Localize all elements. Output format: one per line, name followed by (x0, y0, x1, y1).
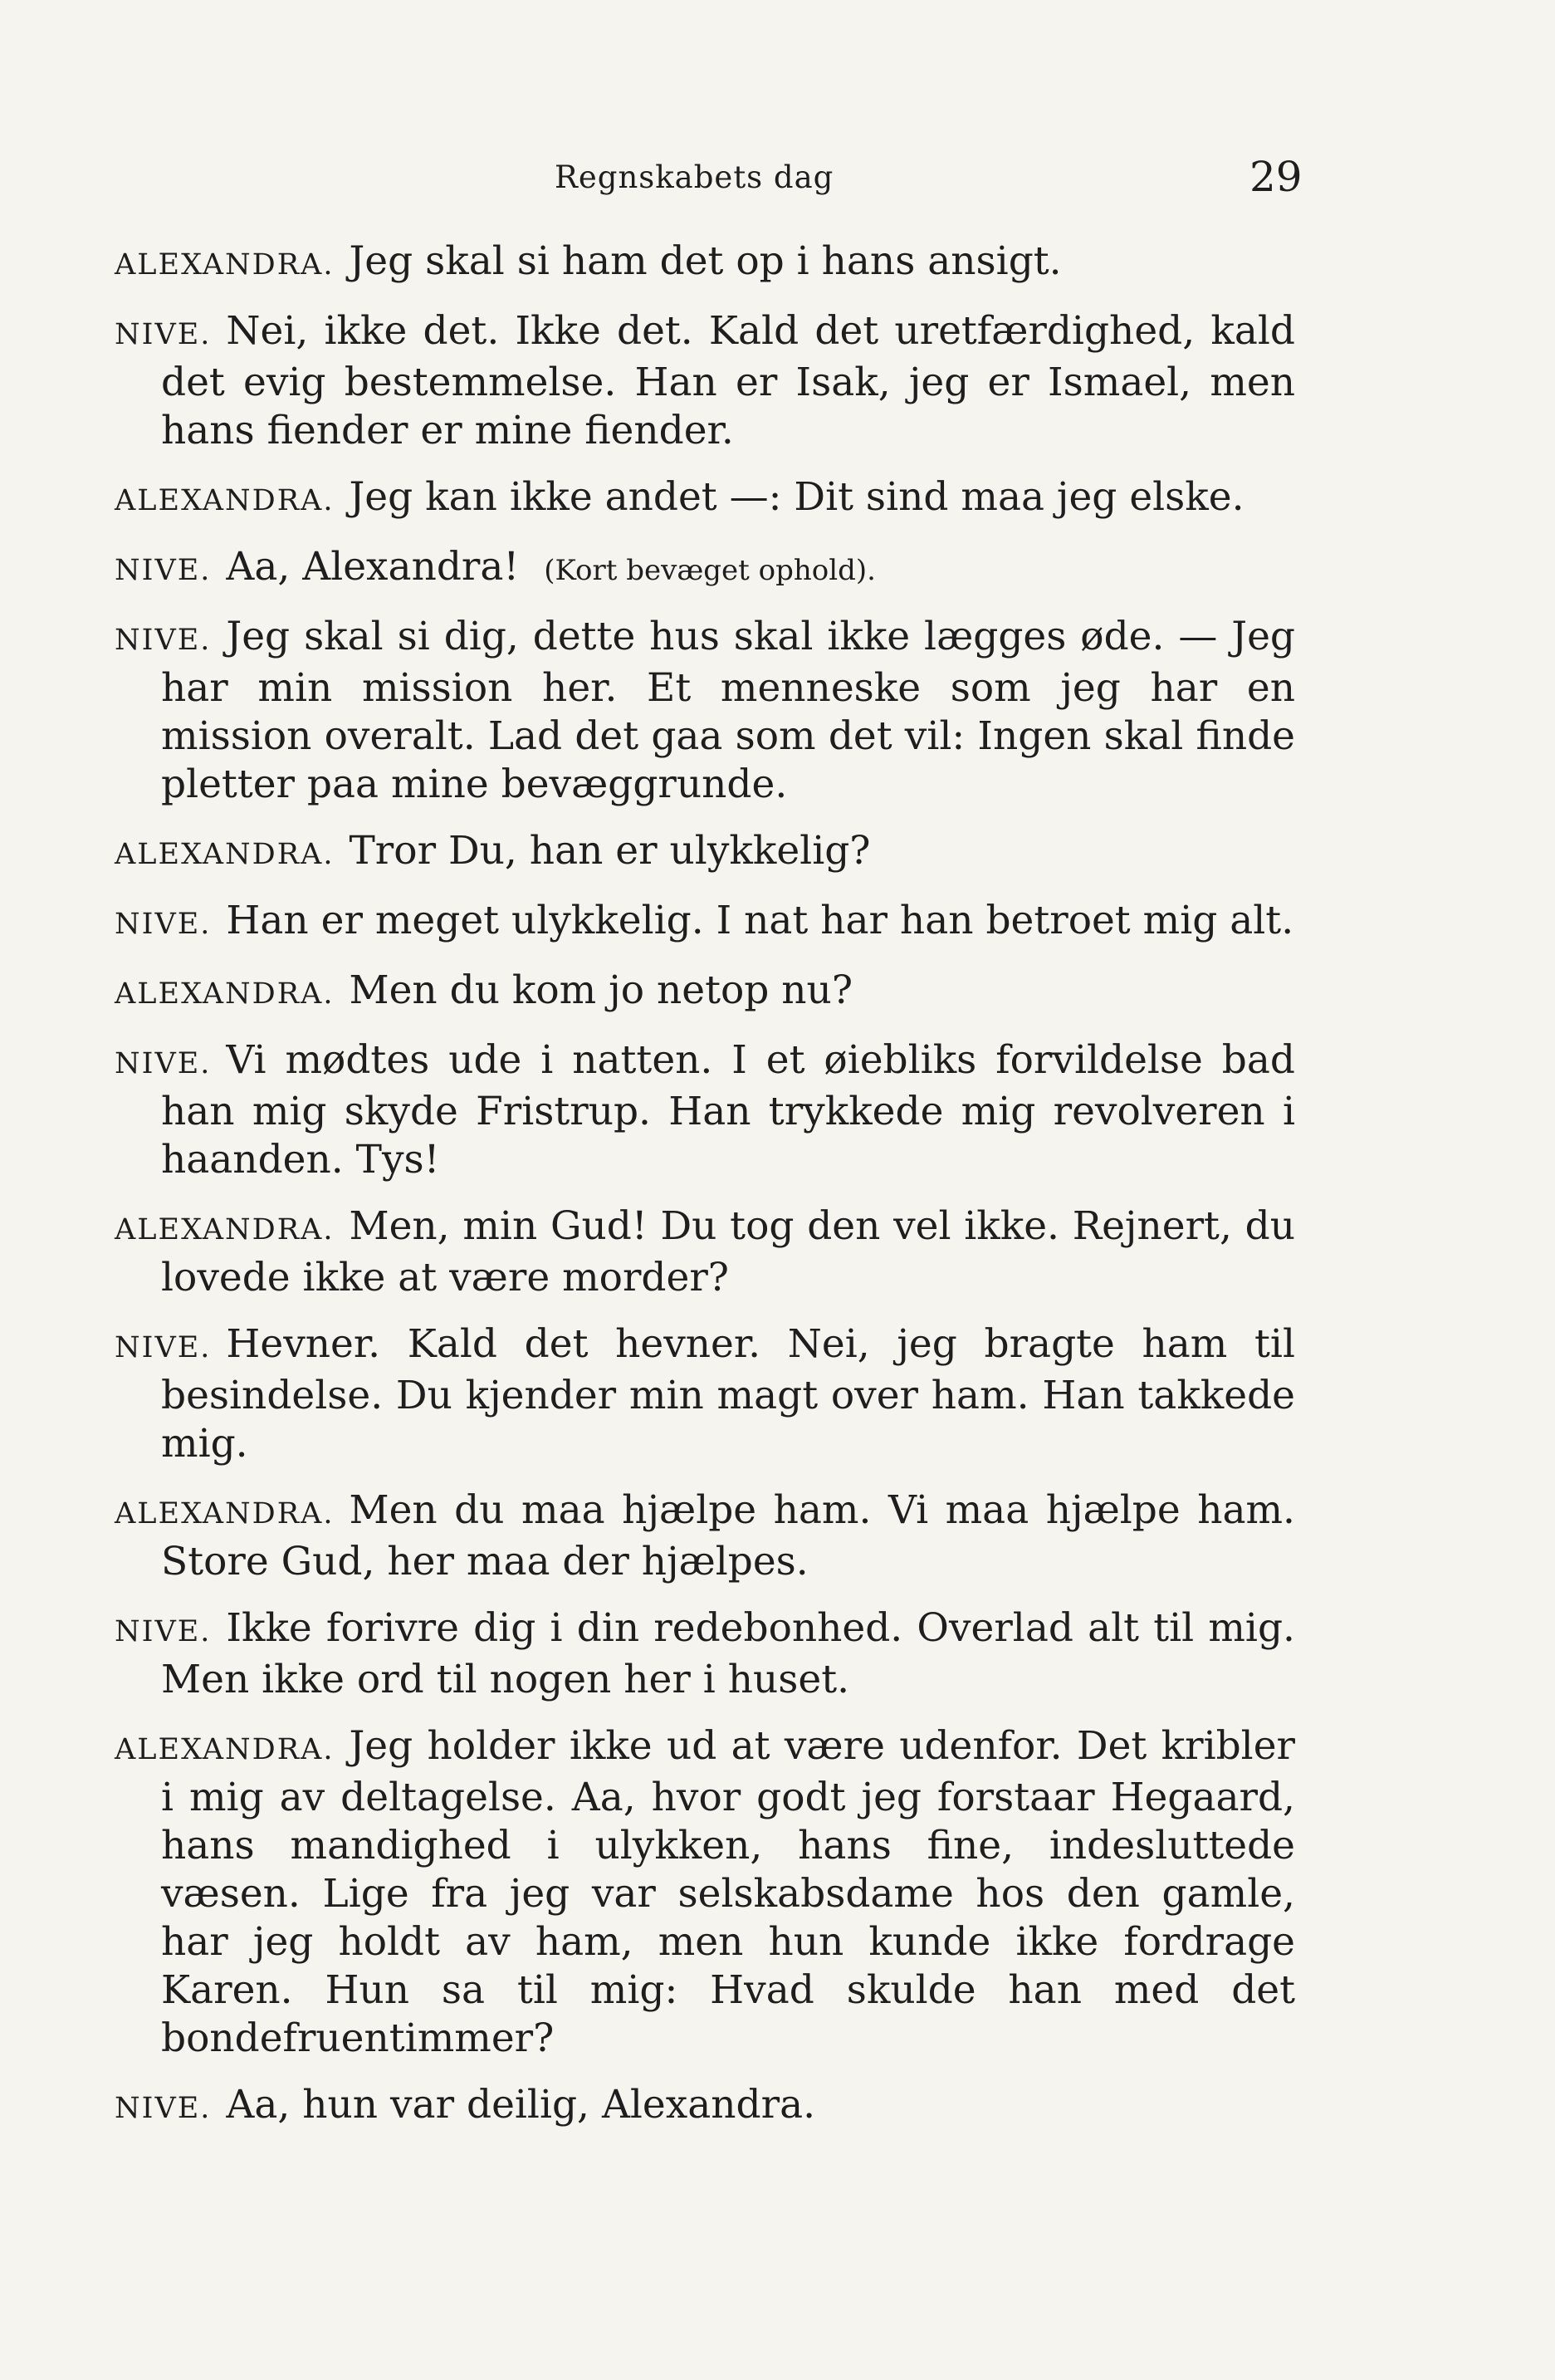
speech-text: Ikke forivre dig i din redebonhed. Overlad alt til mig. Men ikke ord til nogen her i huset. (161, 1605, 1295, 1702)
speaker-name: ALEXANDRA. (115, 248, 335, 282)
speech-alexandra (115, 473, 1295, 525)
speech-alexandra (115, 827, 1295, 879)
speech-alexandra (115, 967, 1295, 1018)
speech-text: Tror Du, han er ulykkelig? (349, 828, 871, 874)
speaker-name: NIVE. (115, 624, 212, 657)
speaker-name: NIVE. (115, 908, 212, 941)
speaker-name: NIVE. (115, 1047, 212, 1080)
speech-text: Han er meget ulykkelig. I nat har han betroet mig alt. (226, 898, 1294, 943)
speaker-name: NIVE. (115, 2092, 212, 2125)
speaker-name: NIVE. (115, 554, 212, 587)
speech-text: Men, min Gud! Du tog den vel ikke. Rejnert, du lovede ikke at være morder? (161, 1203, 1295, 1300)
speech-nive (115, 897, 1295, 948)
speech-alexandra (115, 1202, 1295, 1302)
page-number: 29 (1249, 153, 1303, 201)
speech-text: Jeg skal si ham det op i hans ansigt. (349, 238, 1062, 284)
speech-alexandra (115, 238, 1295, 289)
speaker-name: ALEXANDRA. (115, 484, 335, 517)
speech-text: Nei, ikke det. Ikke det. Kald det uretfærdighed, kald det evig bestemmelse. Han er Isak, jeg er Ismael, men hans fiender er mine fiender. (161, 308, 1295, 453)
dialogue-text (115, 238, 1295, 2151)
running-title: Regnskabets dag (555, 159, 834, 195)
speech-text: Jeg holder ikke ud at være udenfor. Det kribler i mig av deltagelse. Aa, hvor godt jeg forstaar Hegaard, hans mandighed i ulykken, hans fine, indesluttede væsen. Lige fra jeg var selskabsdame hos den gamle, har jeg holdt av ham, men hun kunde ikke fordrage Karen. Hun sa til mig: Hvad skulde han med det bondefruentimmer? (161, 1723, 1295, 2061)
speech-nive (115, 543, 1295, 595)
speech-text: Men du maa hjælpe ham. Vi maa hjælpe ham. Store Gud, her maa der hjælpes. (161, 1487, 1295, 1584)
speech-text: Vi mødtes ude i natten. I et øiebliks forvildelse bad han mig skyde Fristrup. Han trykkede mig revolveren i haanden. Tys! (161, 1037, 1295, 1183)
speech-nive (115, 613, 1295, 809)
speaker-name: ALEXANDRA. (115, 1497, 335, 1530)
speech-nive (115, 1036, 1295, 1184)
speech-alexandra (115, 1722, 1295, 2063)
speaker-name: NIVE. (115, 318, 212, 351)
speech-text: Hevner. Kald det hevner. Nei, jeg bragte ham til besindelse. Du kjender min magt over ham. Han takkede mig. (161, 1321, 1295, 1467)
speaker-name: ALEXANDRA. (115, 1213, 335, 1246)
speaker-name: NIVE. (115, 1615, 212, 1648)
speaker-name: ALEXANDRA. (115, 838, 335, 871)
speech-nive (115, 1320, 1295, 1468)
stage-direction: (Kort bevæget ophold). (544, 554, 876, 587)
speech-text: Aa, Alexandra! (226, 544, 520, 590)
speaker-name: ALEXANDRA. (115, 977, 335, 1011)
speech-alexandra (115, 1486, 1295, 1586)
speech-text: Jeg skal si dig, dette hus skal ikke lægges øde. — Jeg har min mission her. Et menneske som jeg har en mission overalt. Lad det gaa som det vil: Ingen skal finde pletter paa mine bevæggrunde. (161, 614, 1295, 807)
speech-text: Jeg kan ikke andet —: Dit sind maa jeg elske. (349, 474, 1244, 520)
speech-nive (115, 1604, 1295, 1704)
speaker-name: NIVE. (115, 1331, 212, 1364)
speech-nive (115, 307, 1295, 455)
speech-text: Men du kom jo netop nu? (349, 967, 853, 1013)
speech-text: Aa, hun var deilig, Alexandra. (226, 2082, 816, 2128)
speaker-name: ALEXANDRA. (115, 1733, 335, 1766)
running-head (0, 153, 1555, 203)
speech-nive (115, 2081, 1295, 2133)
